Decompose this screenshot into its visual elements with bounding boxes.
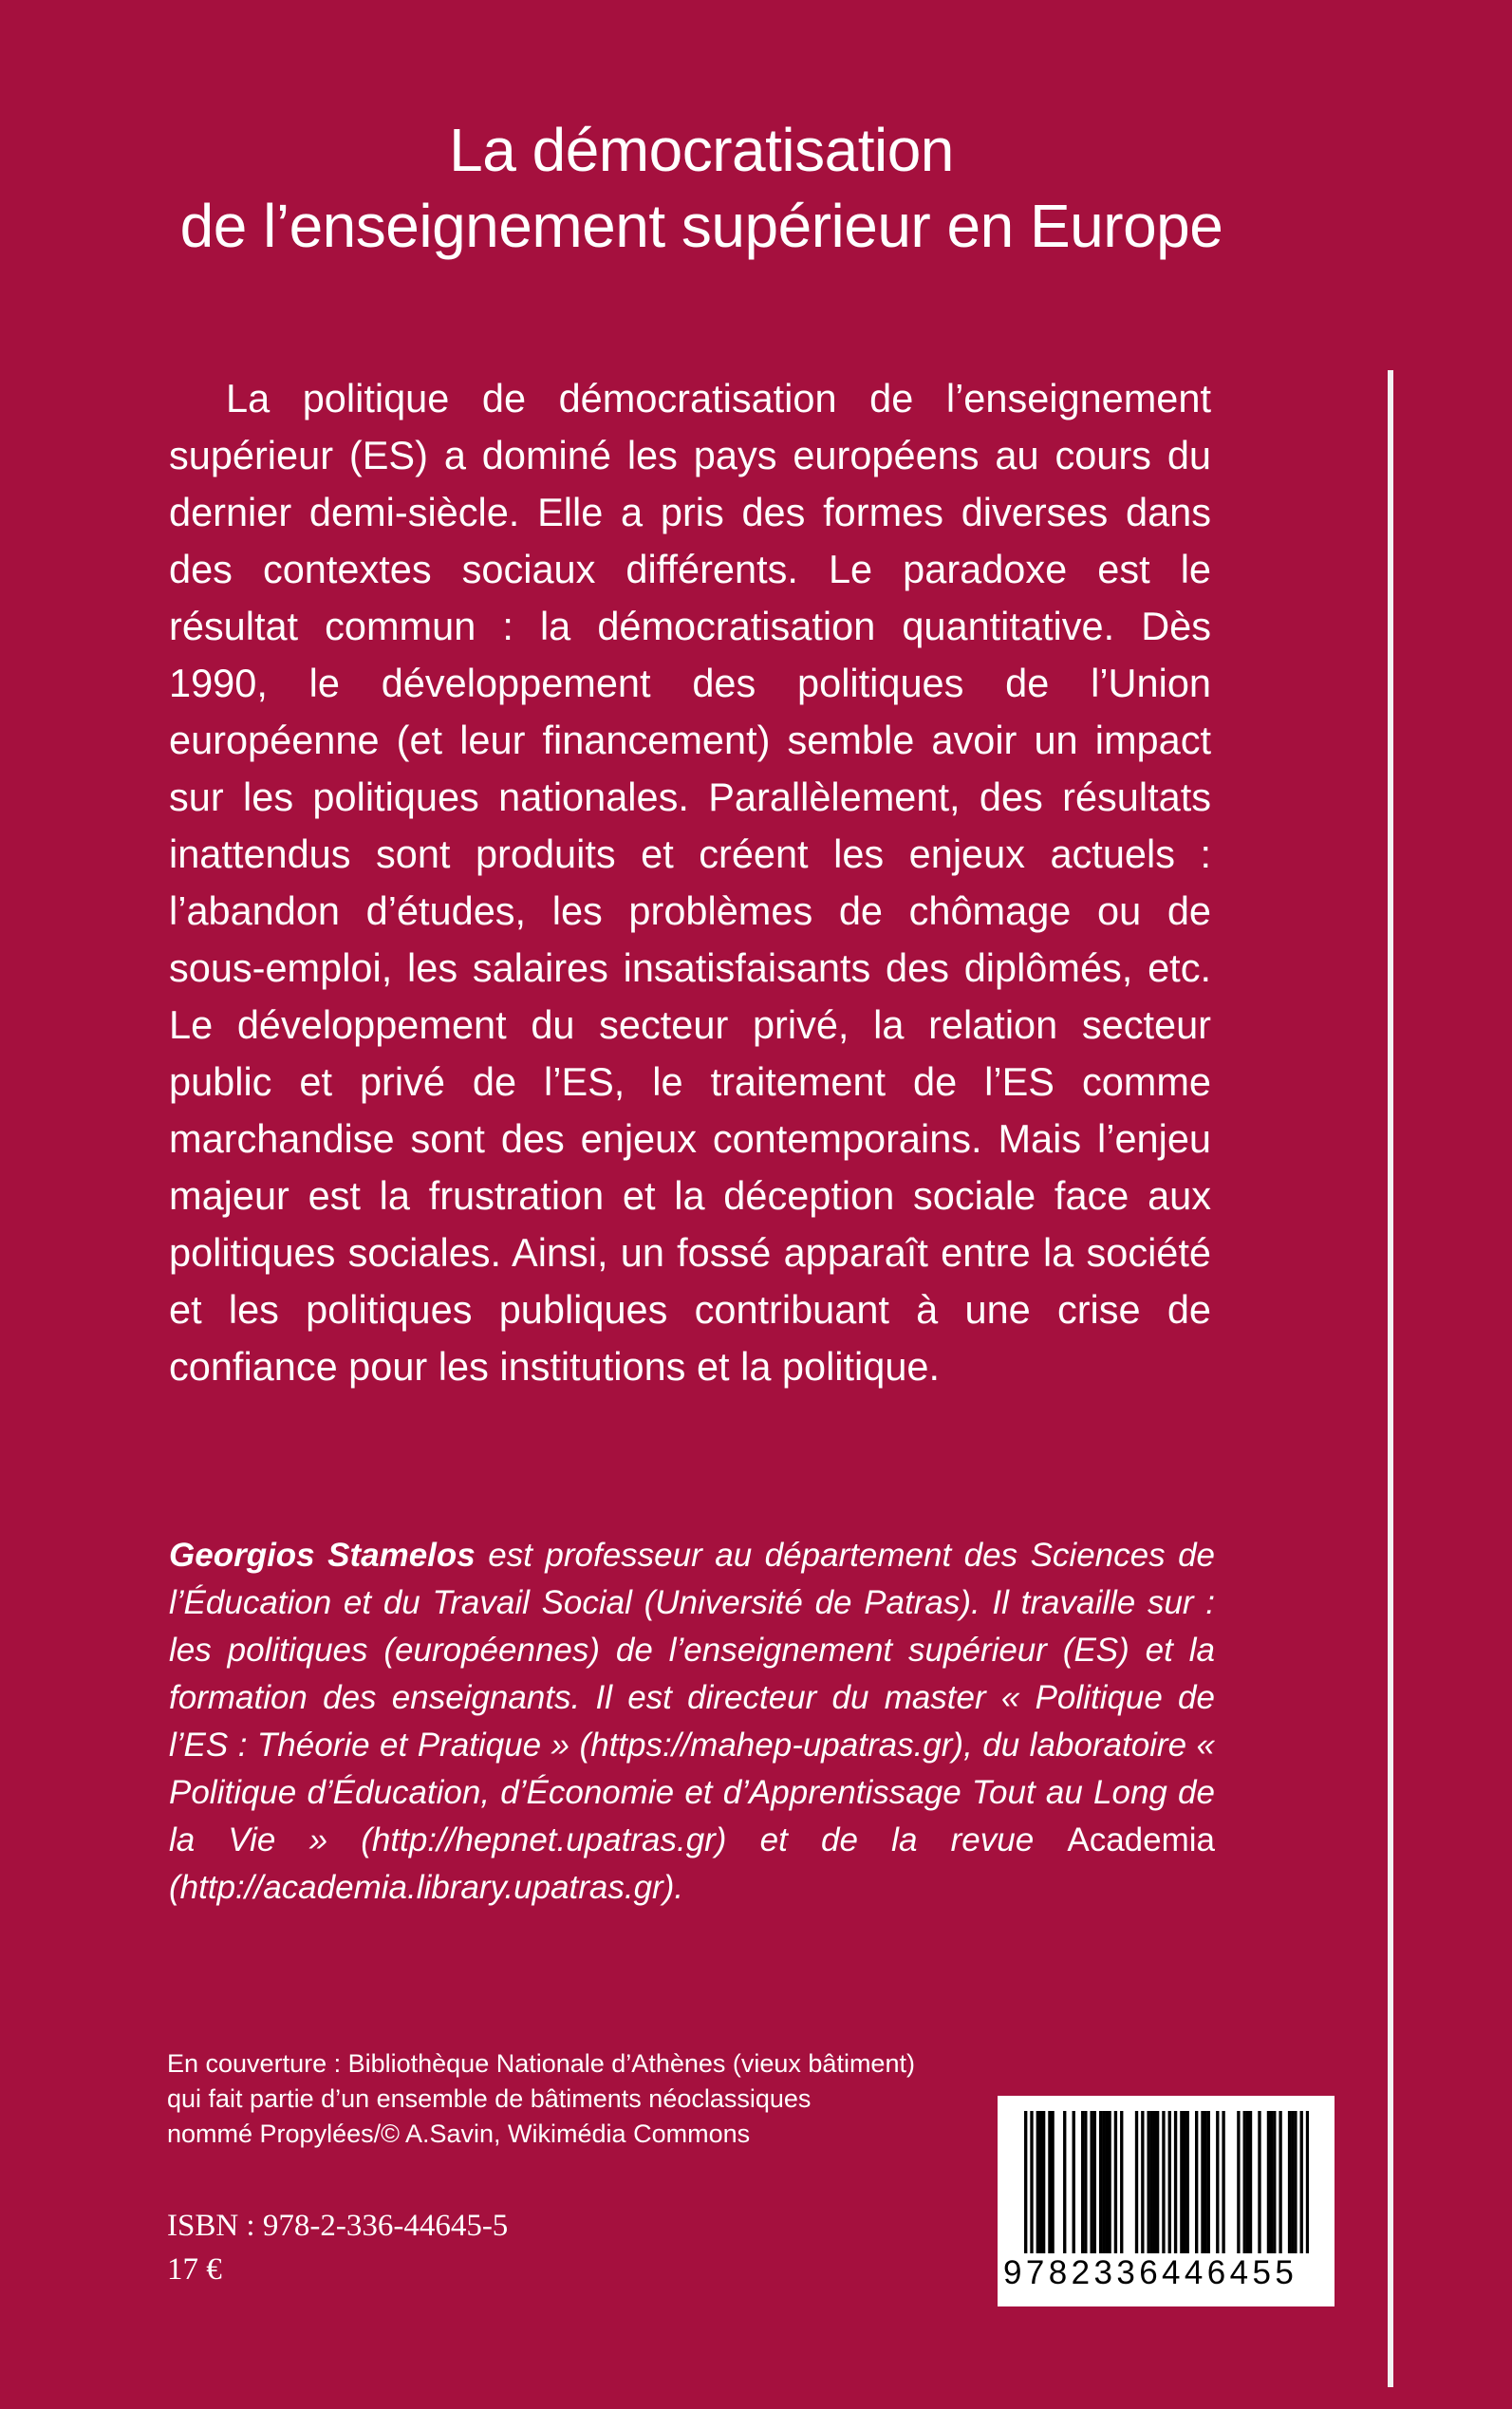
barcode-bar — [1180, 2111, 1183, 2253]
barcode-bar — [1102, 2111, 1105, 2253]
barcode-bar — [1081, 2111, 1084, 2253]
barcode-bar — [1201, 2111, 1204, 2253]
barcode-bar — [1063, 2111, 1066, 2253]
barcode-bar — [1174, 2111, 1177, 2253]
barcode-bar — [1279, 2111, 1281, 2253]
bio-text-end: (http://academia.library.upatras.gr). — [169, 1869, 684, 1906]
barcode-bar — [1108, 2111, 1111, 2253]
barcode-bar — [1105, 2111, 1108, 2253]
credit-line-2: qui fait partie d’un ensemble de bâtiments néoclassiques — [167, 2084, 812, 2113]
barcode-bar — [1099, 2111, 1102, 2253]
isbn: ISBN : 978-2-336-44645-5 — [167, 2209, 509, 2243]
barcode-bar — [1300, 2111, 1303, 2253]
barcode — [998, 2096, 1335, 2306]
price: 17 € — [167, 2252, 222, 2287]
barcode-bar — [1207, 2111, 1210, 2253]
barcode-bar — [1073, 2111, 1075, 2253]
barcode-bars — [1024, 2111, 1309, 2253]
barcode-bar — [1114, 2111, 1117, 2253]
barcode-bar — [1222, 2111, 1224, 2253]
barcode-bar — [1246, 2111, 1249, 2253]
barcode-bar — [1273, 2111, 1276, 2253]
barcode-bar — [1048, 2111, 1051, 2253]
barcode-bar — [1162, 2111, 1165, 2253]
barcode-bar — [1195, 2111, 1198, 2253]
barcode-bar — [1150, 2111, 1153, 2253]
barcode-bar — [1147, 2111, 1149, 2253]
barcode-bar — [1135, 2111, 1138, 2253]
credit-line-3: nommé Propylées/© A.Savin, Wikimédia Commons — [167, 2120, 751, 2148]
barcode-bar — [1291, 2111, 1294, 2253]
barcode-bar — [1183, 2111, 1185, 2253]
book-title — [0, 112, 1403, 264]
barcode-bar — [1039, 2111, 1042, 2253]
barcode-bar — [1153, 2111, 1156, 2253]
barcode-digits: 9782336446455 — [1003, 2254, 1298, 2291]
barcode-bar — [1216, 2111, 1219, 2253]
credit-line-1: En couverture : Bibliothèque Nationale d’Athènes (vieux bâtiment) — [167, 2049, 915, 2078]
barcode-bar — [1186, 2111, 1189, 2253]
author-bio — [169, 1532, 1215, 1912]
barcode-bar — [1294, 2111, 1297, 2253]
barcode-bar — [1051, 2111, 1054, 2253]
cover-credit — [167, 2046, 983, 2152]
barcode-bar — [1288, 2111, 1291, 2253]
barcode-bar — [1120, 2111, 1123, 2253]
title-line-2: de l’enseignement supérieur en Europe — [179, 192, 1223, 260]
barcode-bar — [1168, 2111, 1171, 2253]
barcode-bar — [1093, 2111, 1096, 2253]
barcode-bar — [1024, 2111, 1027, 2253]
summary-paragraph: La politique de démocratisation de l’enseignement supérieur (ES) a dominé les pays européens au cours du dernier demi-siècle. Elle a pris des formes diverses dans des contextes sociaux différents. Le paradoxe est le résultat commun : la démocratisation quantitative. Dès 1990, le développement des politiques de l’Union européenne (et leur financement) semble avoir un impact sur les politiques nationales. Parallèlement, des résultats inattendus sont produits et créent les enjeux actuels : l’abandon d’études, les problèmes de chômage ou de sous-emploi, les salaires insatisfaisants des diplômés, etc. Le développement du secteur privé, la relation secteur public et privé de l’ES, le traitement de l’ES comme marchandise sont des enjeux contemporains. Mais l’enjeu majeur est la frustration et la déception sociale face aux politiques sociales. Ainsi, un fossé apparaît entre la société et les politiques publiques contribuant à une crise de confiance pour les institutions et la politique. — [169, 376, 1211, 1389]
barcode-bar — [1156, 2111, 1159, 2253]
barcode-bar — [1243, 2111, 1246, 2253]
barcode-bar — [1030, 2111, 1033, 2253]
isbn-block — [167, 2204, 508, 2291]
barcode-bar — [1249, 2111, 1252, 2253]
barcode-bar — [1042, 2111, 1045, 2253]
barcode-bar — [1306, 2111, 1309, 2253]
barcode-bar — [1084, 2111, 1087, 2253]
journal-name: Academia — [1067, 1821, 1215, 1858]
vertical-divider — [1388, 370, 1393, 2387]
barcode-bar — [1036, 2111, 1039, 2253]
author-name: Georgios Stamelos — [169, 1537, 476, 1574]
barcode-bar — [1204, 2111, 1206, 2253]
barcode-bar — [1267, 2111, 1270, 2253]
bio-text: est professeur au département des Sciences de l’Éducation et du Travail Social (Université de Patras). Il travaille sur : les politiques (européennes) de l’enseignement supérieur (ES) et la formation des enseignants. Il est directeur du master « Politique de l’ES : Théorie et Pratique » (https://mahep-upatras.gr), du laboratoire « Politique d’Éducation, d’Économie et d’Apprentissage Tout au Long de la Vie » (http://hepnet.upatras.gr) et de la revue — [169, 1537, 1215, 1858]
barcode-bar — [1141, 2111, 1144, 2253]
barcode-bar — [1258, 2111, 1260, 2253]
barcode-bar — [1237, 2111, 1240, 2253]
barcode-bar — [1270, 2111, 1273, 2253]
barcode-bar — [1090, 2111, 1092, 2253]
title-line-1: La démocratisation — [449, 116, 954, 184]
